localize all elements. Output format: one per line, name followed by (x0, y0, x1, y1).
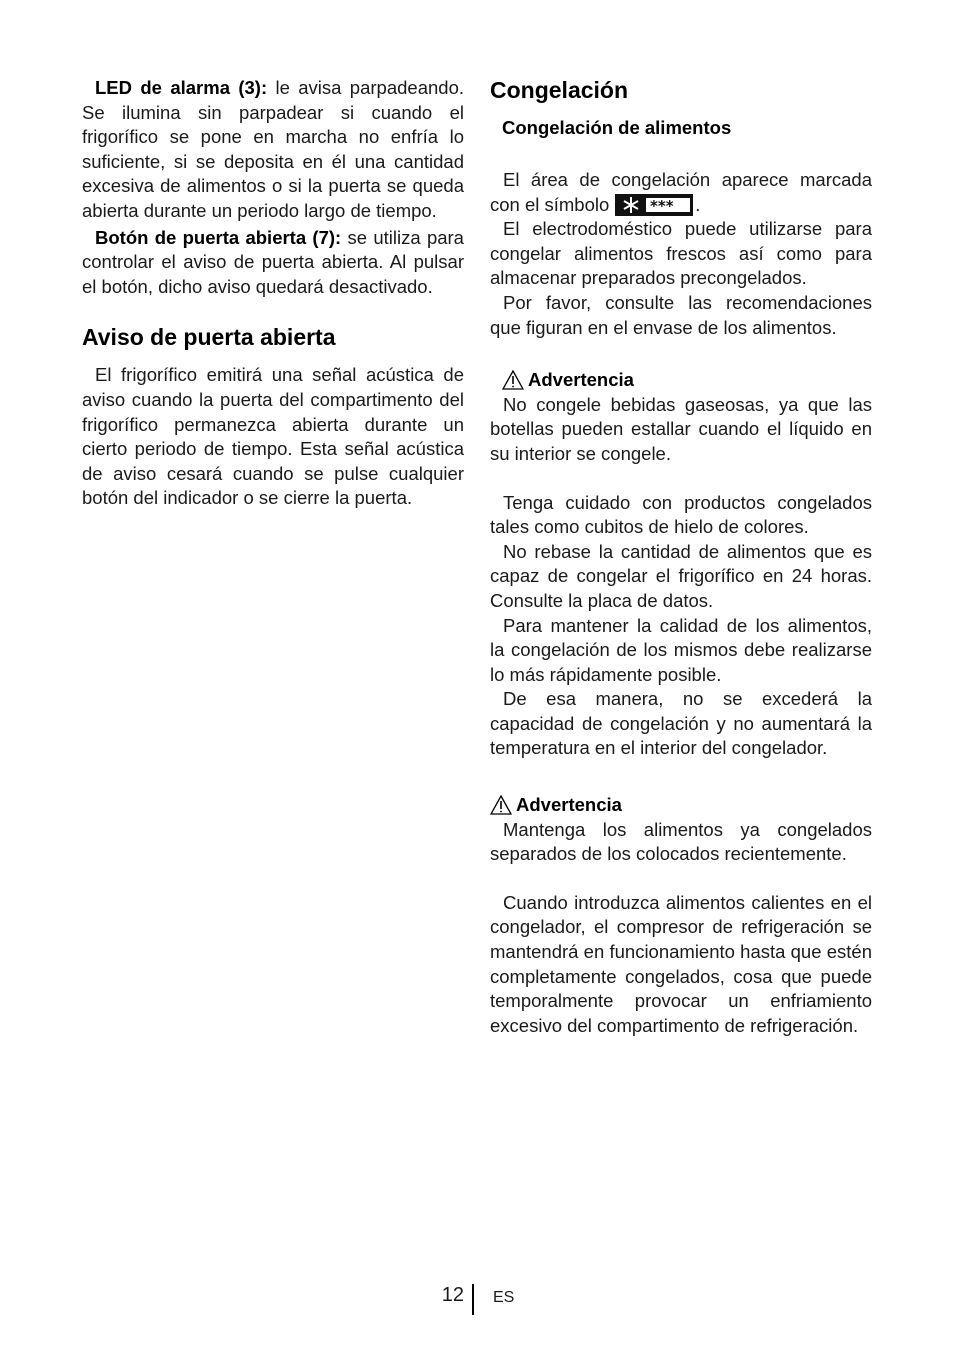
temperature-paragraph: De esa manera, no se excederá la capacidad de congelación y no aumentará la temperatura en el interior del congelador. (490, 688, 872, 759)
page-footer (0, 1282, 954, 1316)
congelacion-subheading: Congelación de alimentos (502, 117, 732, 138)
warning-2-heading (490, 793, 872, 818)
svg-text:***: *** (650, 196, 674, 215)
language-code: ES (493, 1289, 515, 1306)
congelacion-heading: Congelación (490, 77, 629, 103)
warning-2-text: Mantenga los alimentos ya congelados separados de los colocados recientemente. (490, 818, 872, 865)
left-column (82, 74, 464, 511)
led-alarm-label: LED de alarma (3): (95, 77, 268, 98)
warning-2-title: Advertencia (516, 794, 622, 816)
freezer-area-text: El área de congelación aparece marcada con el símbolo (490, 169, 872, 215)
ice-cubes-paragraph: Tenga cuidado con productos congelados tales como cubitos de hielo de colores. (490, 491, 872, 538)
warning-triangle-icon (502, 370, 524, 390)
warning-1-title: Advertencia (528, 369, 634, 391)
freezer-area-paragraph (490, 168, 872, 217)
warning-1-heading (490, 368, 872, 393)
snowflake-three-stars-icon (615, 194, 693, 216)
aviso-paragraph: El frigorífico emitirá una señal acústica de aviso cuando la puerta del compartimento del frigorífico permanezca abierta durante un cierto periodo de tiempo. Esta señal acústica de aviso cesará cuando se pulse cualquier botón del indicador o se cierre la puerta. (82, 364, 464, 509)
aviso-heading: Aviso de puerta abierta (82, 324, 336, 351)
door-button-paragraph (82, 226, 464, 300)
page-number: 12 (441, 1284, 464, 1306)
door-button-text: se utiliza para controlar el aviso de puerta abierta. Al pulsar el botón, dicho aviso quedará desactivado. (82, 226, 464, 297)
led-alarm-text: le avisa parpadeando. Se ilumina sin parpadear si cuando el frigorífico se pone en marcha no enfría lo suficiente, si se deposita en él una cantidad excesiva de alimentos o si la puerta se queda abierta durante un periodo largo de tiempo. (82, 77, 464, 221)
footer-divider (472, 1284, 474, 1315)
right-column (490, 74, 872, 1038)
freezer-area-period: . (695, 193, 701, 215)
warning-1-text: No congele bebidas gaseosas, ya que las botellas pueden estallar cuando el líquido en su interior se congele. (490, 393, 872, 464)
warning-triangle-icon (490, 795, 512, 815)
quality-paragraph: Para mantener la calidad de los alimentos, la congelación de los mismos debe realizarse lo más rápidamente posible. (490, 614, 872, 685)
appliance-use-paragraph: El electrodoméstico puede utilizarse para congelar alimentos frescos así como para almacenar preparados precongelados. (490, 218, 872, 289)
led-alarm-paragraph (82, 76, 464, 224)
hot-food-paragraph: Cuando introduzca alimentos calientes en el congelador, el compresor de refrigeración se mantendrá en funcionamiento hasta que estén completamente congelados, cosa que puede temporalmente provocar un enfriamiento excesivo del compartimento de refrigeración. (490, 891, 872, 1036)
recommendations-paragraph: Por favor, consulte las recomendaciones que figuran en el envase de los alimentos. (490, 291, 872, 338)
capacity-paragraph: No rebase la cantidad de alimentos que es capaz de congelar el frigorífico en 24 horas. Consulte la placa de datos. (490, 540, 872, 611)
door-button-label: Botón de puerta abierta (7): (95, 226, 342, 248)
